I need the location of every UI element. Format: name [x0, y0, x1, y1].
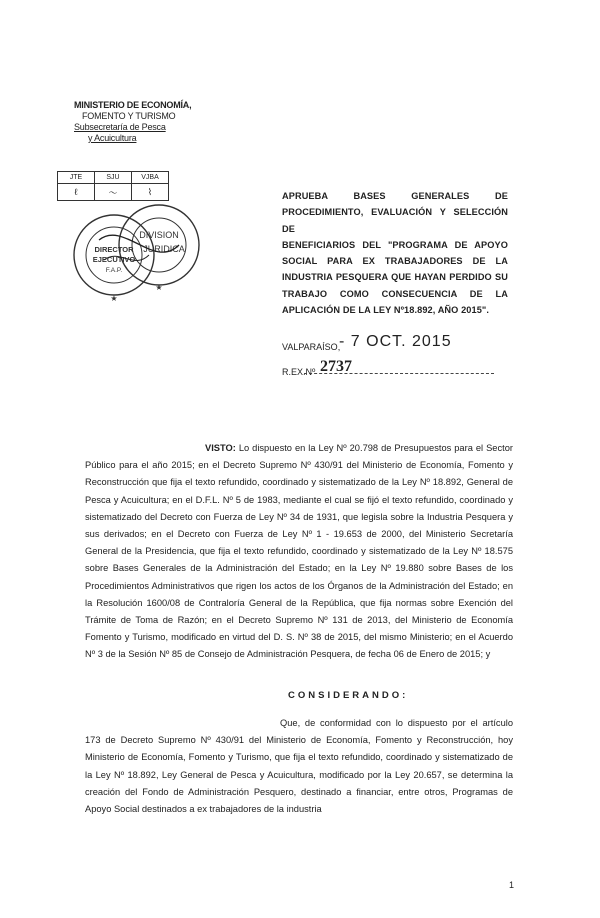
- seal-ejecutivo-text: EJECUTIVO: [92, 255, 136, 264]
- resolution-number: 2737: [320, 358, 352, 375]
- title-line-2: PROCEDIMIENTO, EVALUACIÓN Y SELECCIÓN DE: [282, 207, 508, 234]
- title-line-1: APRUEBA BASES GENERALES DE: [282, 191, 508, 201]
- title-line-6: TRABAJO COMO CONSECUENCIA DE LA: [282, 288, 508, 299]
- subsecretaria-line-1: Subsecretaría de Pesca: [74, 122, 166, 132]
- seal-star-icon-left: ★: [110, 294, 118, 303]
- title-line-3: BENEFICIARIOS DEL "PROGRAMA DE APOYO: [282, 239, 508, 250]
- date-line: [282, 333, 452, 352]
- ministry-line-1: MINISTERIO DE ECONOMÍA,: [74, 100, 192, 110]
- seal-juridica-text: JURIDICA: [143, 244, 185, 254]
- date-stamp: - 7 OCT. 2015: [339, 333, 452, 350]
- seal-fap-text: F.A.P.: [105, 267, 123, 274]
- seal-star-icon: ★: [155, 283, 163, 292]
- considerando-heading: CONSIDERANDO:: [288, 690, 409, 701]
- title-line-4: SOCIAL PARA EX TRABAJADORES DE LA: [282, 256, 508, 267]
- resolution-label: R.EX.Nº: [282, 367, 316, 377]
- page-number: 1: [509, 880, 515, 890]
- ministry-line-2: FOMENTO Y TURISMO: [82, 111, 176, 121]
- date-label: VALPARAÍSO,: [282, 342, 341, 352]
- approval-signature-3: ⌇: [132, 184, 169, 201]
- seal-division-text: DIVISION: [139, 230, 179, 240]
- subsecretaria-line-2: y Acuicultura: [88, 133, 137, 143]
- title-line-5: INDUSTRIA PESQUERA QUE HAYAN PERDIDO SU: [282, 272, 508, 283]
- considerando-paragraph: Que, de conformidad con lo dispuesto por el artículo 173 de Decreto Supremo Nº 430/91 del Ministerio de Economía, Fomento y Reconstrucción, hoy Ministerio de Economía, Fomento y Turismo, que fija el texto refundido, coordinado y sistematizado de la Ley Nº 18.892, Ley General de Pesca y Acuicultura, modificado por la Ley 20.657, se determina la creación del Fondo de Administración Pesquero, destinado a financiar, entre otros, Programas de Apoyo Social destinados a ex trabajadores de la industria: [85, 718, 513, 815]
- visto-paragraph: [85, 440, 513, 664]
- official-seal-stamps: [64, 200, 214, 310]
- approval-cell-3: VJBA: [132, 172, 169, 184]
- approval-signature-2: 〜: [95, 184, 132, 201]
- approval-cell-1: JTE: [58, 172, 95, 184]
- title-line-7: APLICACIÓN DE LA LEY Nº18.892, AÑO 2015".: [282, 305, 490, 316]
- ministry-header: [74, 100, 191, 144]
- approval-table: [57, 171, 169, 201]
- approval-cell-2: SJU: [95, 172, 132, 184]
- seal-director-text: DIRECTOR: [94, 245, 134, 254]
- resolution-title: [282, 188, 508, 318]
- approval-signature-1: ℓ: [58, 184, 95, 201]
- visto-label: VISTO:: [205, 443, 236, 453]
- visto-text: Lo dispuesto en la Ley Nº 20.798 de Presupuestos para el Sector Público para el año 2015; en el Decreto Supremo Nº 430/91 del Ministerio de Economía, Fomento y Reconstrucción que fija el texto refundido, coordinado y sistematizado de la Ley Nº 18.892, General de Pesca y Acuicultura; en el D.F.L. Nº 5 de 1983, mediante el cual se fijó el texto refundido, coordinado y sistematizado del Decreto con Fuerza de Ley Nº 34 de 1931, que legisla sobre la Industria Pesquera y sus derivados; en el Decreto con Fuerza de Ley Nº 1 - 19.653 de 2000, del Ministerio Secretaría General de la Presidencia, que fija el texto refundido, coordinado y sistematizado de la Ley Nº 18.575 sobre Bases Generales de la Administración del Estado; en la Ley Nº 19.880 sobre Bases de los Procedimientos Administrativos que rigen los actos de los Órganos de la Administración del Estado; en la Resolución 1600/08 de Contraloría General de la República, que fija normas sobre Exención del Trámite de Toma de Razón; en el Decreto Supremo Nº 131 de 2013, del Ministerio de Economía Fomento y Turismo, modificado en virtud del D. S. Nº 38 de 2015, del mismo Ministerio; en el Acuerdo Nº 3 de la Sesión Nº 85 de Consejo de Administración Pesquera, de fecha 06 de Enero de 2015; y: [85, 443, 513, 660]
- resolution-number-line: [282, 358, 352, 377]
